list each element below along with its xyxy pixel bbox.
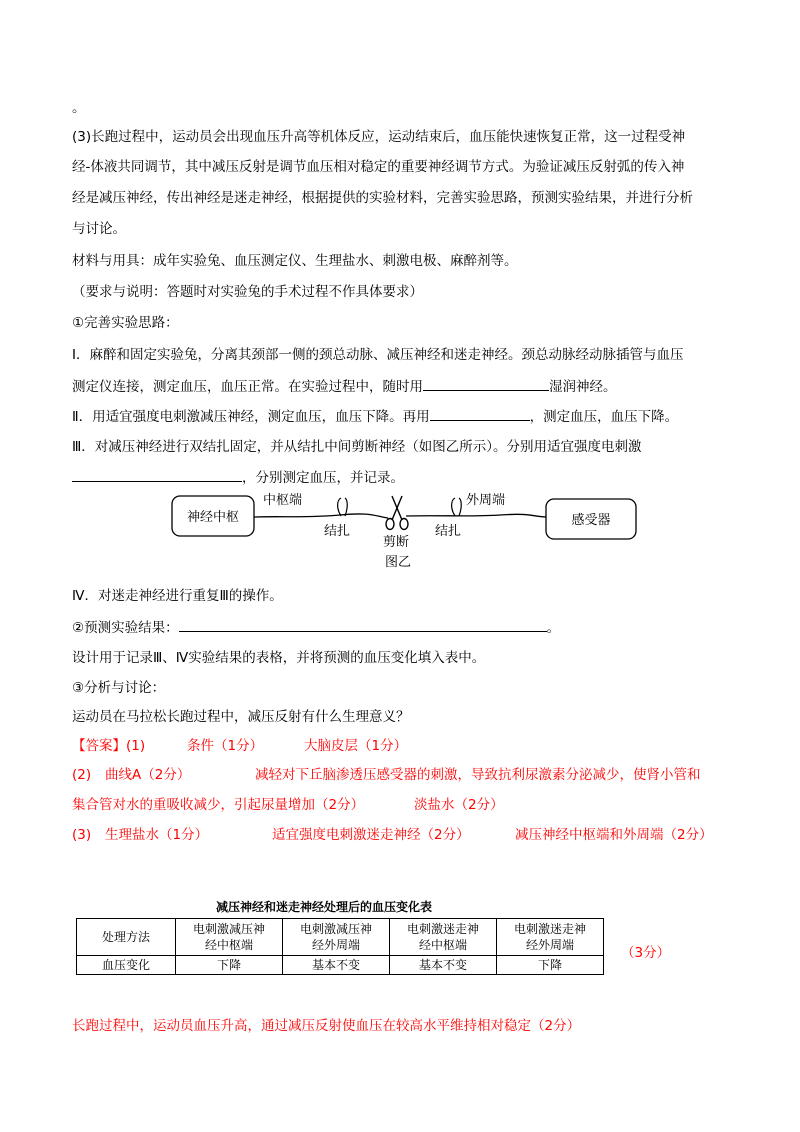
answer-4-c: 减压神经中枢端和外周端（2分） xyxy=(515,827,713,843)
table-header-cell: 电刺激迷走神 经外周端 xyxy=(497,919,604,956)
table-header-row xyxy=(77,919,604,956)
requirement-text: （要求与说明：答题时对实验兔的手术过程不作具体要求） xyxy=(72,284,423,300)
answer-line-3 xyxy=(72,795,504,815)
step-i-text-a: 测定仪连接，测定血压，血压正常。在实验过程中，随时用 xyxy=(72,379,423,395)
answer-blank-3 xyxy=(72,467,242,482)
table-cell: 基本不变 xyxy=(390,956,497,975)
table-row xyxy=(77,956,604,975)
answer-label: 【答案】 xyxy=(72,738,126,754)
table-cell: 下降 xyxy=(497,956,604,975)
peripheral-end-label: 外周端 xyxy=(466,493,506,508)
answer-blank-1 xyxy=(423,376,549,391)
scissors-icon xyxy=(386,496,408,530)
answer-2-number: (2) xyxy=(72,767,92,783)
nerve-center-label: 神经中枢 xyxy=(186,510,240,525)
answer-3-b: 淡盐水（2分） xyxy=(414,797,504,813)
table-score: （3分） xyxy=(621,945,671,961)
q3-line-1: (3)长跑过程中，运动员会出现血压升高等机体反应，运动结束后，血压能快速恢复正常，这一过程受神 xyxy=(72,129,686,145)
step-i-text-b: 湿润神经。 xyxy=(549,379,617,395)
figure-caption: 图乙 xyxy=(385,555,412,570)
answer-line-1 xyxy=(72,736,408,756)
answer-line-2 xyxy=(72,765,701,785)
table-design-line: 设计用于记录Ⅲ、Ⅳ实验结果的表格，并将预测的血压变化填入表中。 xyxy=(72,650,486,666)
answer-blank-2 xyxy=(430,406,530,421)
step-i-line-2 xyxy=(72,376,617,397)
answer-blank-4 xyxy=(179,617,547,632)
central-end-label: 中枢端 xyxy=(263,493,303,508)
table-cell: 下降 xyxy=(176,956,283,975)
result-table xyxy=(76,918,604,975)
q3-line-2: 经-体液共同调节，其中减压反射是调节血压相对稳定的重要神经调节方式。为验证减压反射弧的传入神 xyxy=(72,159,685,175)
step-iii-text-b: ，分别测定血压，并记录。 xyxy=(242,470,404,486)
answer-4-b: 适宜强度电刺激迷走神经（2分） xyxy=(272,827,470,843)
step-iii-line-1: Ⅲ．对减压神经进行双结扎固定，并从结扎中间剪断神经（如图乙所示）。分别用适宜强度电刺激 xyxy=(72,439,642,455)
step1-heading: ①完善实验思路： xyxy=(72,315,179,331)
step-iii-line-2 xyxy=(72,467,404,488)
nerve-fiber-right xyxy=(406,514,546,517)
table-row-label: 血压变化 xyxy=(77,956,176,975)
step2-heading: ②预测实验结果： xyxy=(72,620,179,636)
table-header-cell: 电刺激迷走神 经中枢端 xyxy=(390,919,497,956)
answer-1-a: 条件（1分） xyxy=(187,738,264,754)
answer-1-number: (1) xyxy=(126,738,146,754)
answer-4-number: (3) xyxy=(72,827,92,843)
answer-line-4 xyxy=(72,825,713,845)
nerve-fiber-left xyxy=(254,514,388,518)
materials-text: 材料与用具：成年实验兔、血压测定仪、生理盐水、刺激电极、麻醉剂等。 xyxy=(72,253,518,269)
top-mark: 。 xyxy=(72,100,86,116)
cut-label: 剪断 xyxy=(383,535,410,550)
table-header-cell: 电刺激减压神 经外周端 xyxy=(283,919,390,956)
ligation-right-label: 结扎 xyxy=(435,524,462,539)
ligation-left-label: 结扎 xyxy=(324,524,351,539)
step-ii-text-b: ，测定血压，血压下降。 xyxy=(529,409,679,425)
question-line: 运动员在马拉松长跑过程中，减压反射有什么生理意义？ xyxy=(72,709,410,725)
answer-2-b: 减轻对下丘脑渗透压感受器的刺激，导致抗利尿激素分泌减少，使肾小管和 xyxy=(255,767,701,783)
q3-line-3: 经是减压神经，传出神经是迷走神经，根据提供的实验材料，完善实验思路，预测实验结果，并进行分析 xyxy=(72,190,693,206)
answer-2-a: 曲线A（2分） xyxy=(105,767,191,783)
answer-4-a: 生理盐水（1分） xyxy=(105,827,209,843)
table-caption: 减压神经和迷走神经处理后的血压变化表 xyxy=(216,900,433,914)
step-ii-text-a: Ⅱ．用适宜强度电刺激减压神经，测定血压，血压下降。再用 xyxy=(72,409,430,425)
step-i-line-1: I．麻醉和固定实验兔，分离其颈部一侧的颈总动脉、减压神经和迷走神经。颈总动脉经动脉插管与血压 xyxy=(72,347,684,363)
step2-line xyxy=(72,617,560,638)
step-ii-line xyxy=(72,406,678,427)
step3-heading: ③分析与讨论： xyxy=(72,680,166,696)
receptor-label: 感受器 xyxy=(571,513,611,528)
ligature-left-knot xyxy=(338,498,348,516)
table-header-cell: 处理方法 xyxy=(77,919,176,956)
nerve-diagram xyxy=(170,486,640,574)
answer-3-a: 集合管对水的重吸收减少，引起尿量增加（2分） xyxy=(72,797,365,813)
answer-1-b: 大脑皮层（1分） xyxy=(304,738,408,754)
step2-end: 。 xyxy=(546,620,561,636)
table-header-cell: 电刺激减压神 经中枢端 xyxy=(176,919,283,956)
q3-line-4: 与讨论。 xyxy=(72,221,126,237)
table-cell: 基本不变 xyxy=(283,956,390,975)
final-answer: 长跑过程中，运动员血压升高，通过减压反射使血压在较高水平维持相对稳定（2分） xyxy=(72,1018,581,1034)
ligature-right-knot xyxy=(452,498,462,516)
step-iv-line: Ⅳ．对迷走神经进行重复Ⅲ的操作。 xyxy=(72,588,283,604)
